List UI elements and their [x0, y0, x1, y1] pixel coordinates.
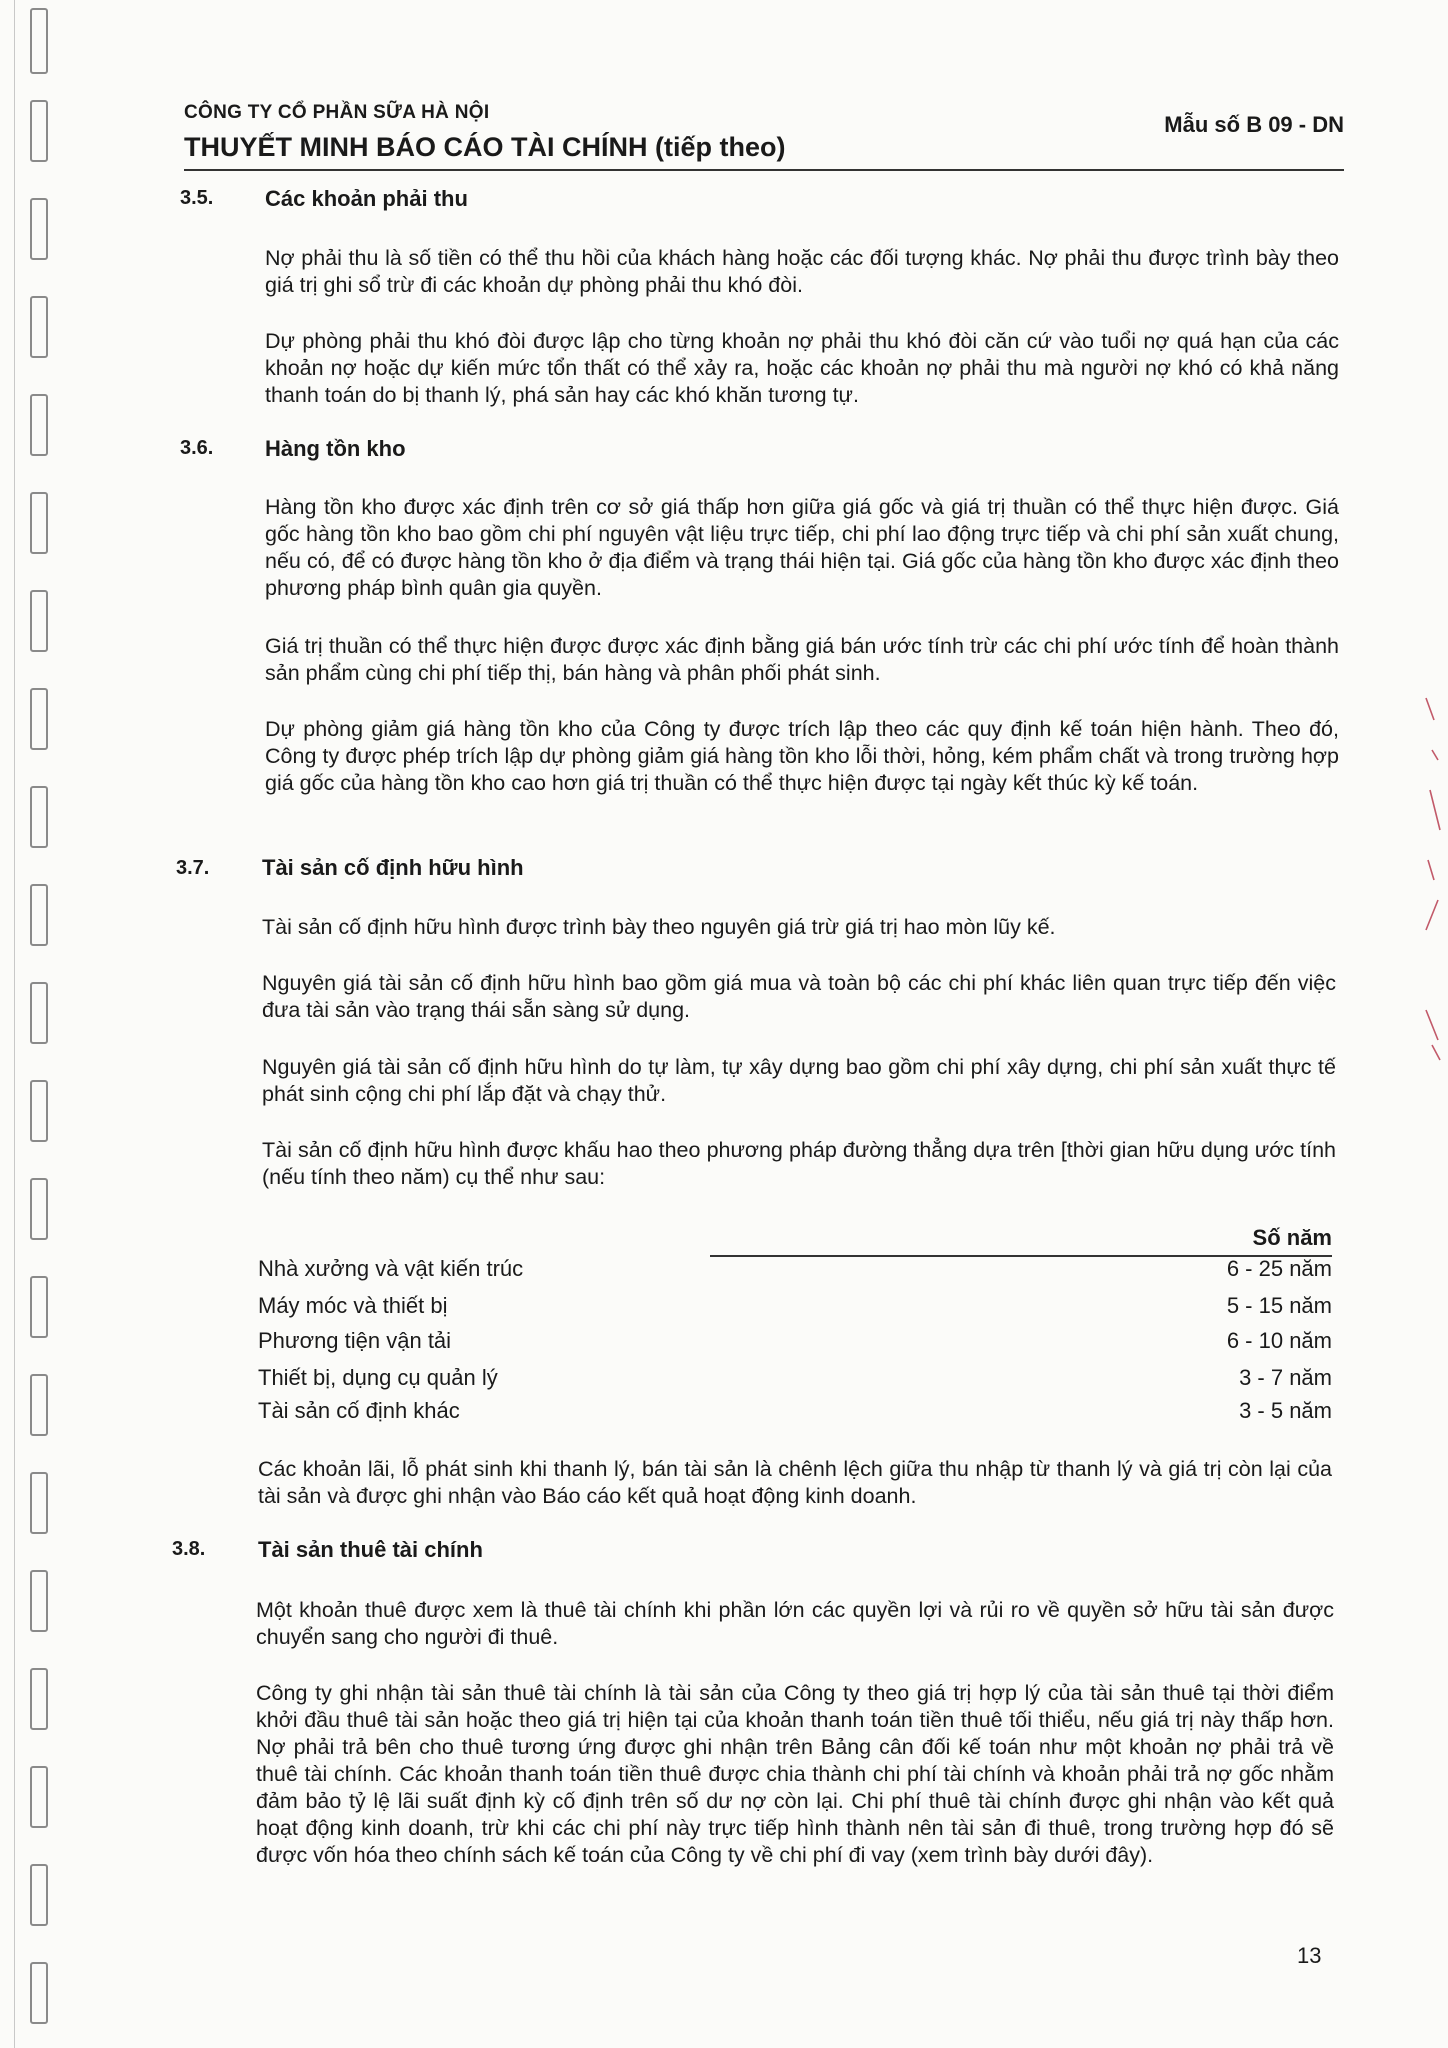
binder-ring: [30, 8, 48, 74]
paragraph: Tài sản cố định hữu hình được khấu hao theo phương pháp đường thẳng dựa trên [thời gian hữu dụng ước tính (nếu tính theo năm) cụ thể như sau:: [262, 1138, 1336, 1189]
binder-ring: [30, 100, 48, 162]
table-row: [258, 1365, 1332, 1395]
asset-class: Phương tiện vận tải: [258, 1328, 452, 1353]
section-number: 3.7.: [176, 857, 210, 879]
binder-ring: [30, 590, 48, 652]
binder-ring: [30, 1080, 48, 1142]
paragraph: Nguyên giá tài sản cố định hữu hình do tự làm, tự xây dựng bao gồm chi phí xây dựng, chi phí sản xuất thực tế phát sinh cộng chi phí lắp đặt và chạy thử.: [262, 1055, 1336, 1106]
paragraph: Giá trị thuần có thể thực hiện được được xác định bằng giá bán ước tính trừ các chi phí ước tính để hoàn thành sản phẩm cùng chi phí tiếp thị, bán hàng và phân phối phát sinh.: [265, 634, 1339, 685]
binder-ring: [30, 884, 48, 946]
table-row: [258, 1398, 1332, 1428]
useful-life: 6 - 10 năm: [1226, 1328, 1332, 1353]
document-title: THUYẾT MINH BÁO CÁO TÀI CHÍNH (tiếp theo): [184, 132, 786, 162]
asset-class: Tài sản cố định khác: [258, 1398, 460, 1423]
binder-ring: [30, 394, 48, 456]
binder-ring: [30, 1766, 48, 1828]
table-header: [710, 1225, 1332, 1257]
binder-ring: [30, 1864, 48, 1926]
page-number: 13: [1297, 1943, 1322, 1968]
binder-ring: [30, 982, 48, 1044]
paragraph: Dự phòng giảm giá hàng tồn kho của Công ty được trích lập theo các quy định kế toán hiện hành. Theo đó, Công ty được phép trích lập dự phòng giảm giá hàng tồn kho lỗi thời, hỏng, kém phẩm chất và trong trường hợp giá gốc của hàng tồn kho cao hơn giá trị thuần có thể thực hiện được tại ngày kết thúc kỳ kế toán.: [265, 717, 1339, 795]
header-rule: [184, 169, 1344, 171]
binder-ring: [30, 1570, 48, 1632]
table-row: [258, 1328, 1332, 1358]
section-title: Tài sản cố định hữu hình: [262, 855, 524, 880]
section-title: Tài sản thuê tài chính: [258, 1537, 483, 1562]
useful-life: 6 - 25 năm: [1226, 1256, 1332, 1281]
paragraph: Nợ phải thu là số tiền có thể thu hồi của khách hàng hoặc các đối tượng khác. Nợ phải thu được trình bày theo giá trị ghi sổ trừ đi các khoản dự phòng phải thu khó đòi.: [265, 246, 1339, 297]
paragraph: Nguyên giá tài sản cố định hữu hình bao gồm giá mua và toàn bộ các chi phí khác liên quan trực tiếp đến việc đưa tài sản vào trạng thái sẵn sàng sử dụng.: [262, 971, 1336, 1022]
binder-ring: [30, 786, 48, 848]
binder-ring: [30, 296, 48, 358]
years-column-header: Số năm: [1252, 1225, 1332, 1250]
binder-margin: [0, 0, 60, 2048]
section-title: Các khoản phải thu: [265, 186, 468, 211]
binder-ring: [30, 1276, 48, 1338]
paragraph: Các khoản lãi, lỗ phát sinh khi thanh lý, bán tài sản là chênh lệch giữa thu nhập từ thanh lý và giá trị còn lại của tài sản và được ghi nhận vào Báo cáo kết quả hoạt động kinh doanh.: [258, 1457, 1332, 1508]
useful-life: 3 - 7 năm: [1239, 1365, 1332, 1390]
binder-ring: [30, 198, 48, 260]
paragraph: Dự phòng phải thu khó đòi được lập cho từng khoản nợ phải thu khó đòi căn cứ vào tuổi nợ quá hạn của các khoản nợ hoặc dự kiến mức tổn thất có thể xảy ra, hoặc các khoản nợ phải thu mà người nợ khó có khả năng thanh toán do bị thanh lý, phá sản hay các khó khăn tương tự.: [265, 329, 1339, 407]
paragraph: Công ty ghi nhận tài sản thuê tài chính là tài sản của Công ty theo giá trị hợp lý của tài sản thuê tại thời điểm khởi đầu thuê tài sản hoặc theo giá trị hiện tại của khoản thanh toán tiền thuê tối thiểu, nếu giá trị này thấp hơn. Nợ phải trả bên cho thuê tương ứng được ghi nhận trên Bảng cân đối kế toán như một khoản nợ phải trả về thuê tài chính. Các khoản thanh toán tiền thuê được chia thành chi phí tài chính và khoản phải trả nợ gốc nhằm đảm bảo tỷ lệ lãi suất định kỳ cố định trên số dư nợ còn lại. Chi phí thuê tài chính được ghi nhận vào kết quả hoạt động kinh doanh, trừ khi các chi phí này trực tiếp hình thành nên tài sản đi thuê, trong trường hợp đó sẽ được vốn hóa theo chính sách kế toán của Công ty về chi phí đi vay (xem trình bày dưới đây).: [256, 1681, 1334, 1867]
paragraph: Hàng tồn kho được xác định trên cơ sở giá thấp hơn giữa giá gốc và giá trị thuần có thể thực hiện được. Giá gốc hàng tồn kho bao gồm chi phí nguyên vật liệu trực tiếp, chi phí lao động trực tiếp và chi phí sản xuất chung, nếu có, để có được hàng tồn kho ở địa điểm và trạng thái hiện tại. Giá gốc của hàng tồn kho được xác định theo phương pháp bình quân gia quyền.: [265, 495, 1339, 600]
pen-marks: [1420, 690, 1448, 1090]
paragraph: Tài sản cố định hữu hình được trình bày theo nguyên giá trừ giá trị hao mòn lũy kế.: [262, 915, 1056, 939]
section-number: 3.6.: [180, 437, 214, 459]
asset-class: Thiết bị, dụng cụ quản lý: [258, 1365, 498, 1390]
asset-class: Nhà xưởng và vật kiến trúc: [258, 1256, 524, 1281]
useful-life: 5 - 15 năm: [1226, 1293, 1332, 1318]
section-number: 3.5.: [180, 187, 214, 209]
binder-ring: [30, 1962, 48, 2024]
company-name: CÔNG TY CỔ PHẦN SỮA HÀ NỘI: [184, 102, 490, 123]
asset-class: Máy móc và thiết bị: [258, 1293, 448, 1318]
table-row: [258, 1293, 1332, 1323]
binder-ring: [30, 688, 48, 750]
binder-ring: [30, 1374, 48, 1436]
binder-ring: [30, 1178, 48, 1240]
binder-ring: [30, 492, 48, 554]
table-row: [258, 1256, 1332, 1286]
form-number: Mẫu số B 09 - DN: [1164, 112, 1344, 137]
paragraph: Một khoản thuê được xem là thuê tài chính khi phần lớn các quyền lợi và rủi ro về quyền sở hữu tài sản được chuyển sang cho người đi thuê.: [256, 1598, 1334, 1649]
useful-life: 3 - 5 năm: [1239, 1398, 1332, 1423]
section-title: Hàng tồn kho: [265, 436, 406, 461]
section-number: 3.8.: [172, 1538, 206, 1560]
margin-line: [14, 0, 15, 2048]
binder-ring: [30, 1472, 48, 1534]
binder-ring: [30, 1668, 48, 1730]
